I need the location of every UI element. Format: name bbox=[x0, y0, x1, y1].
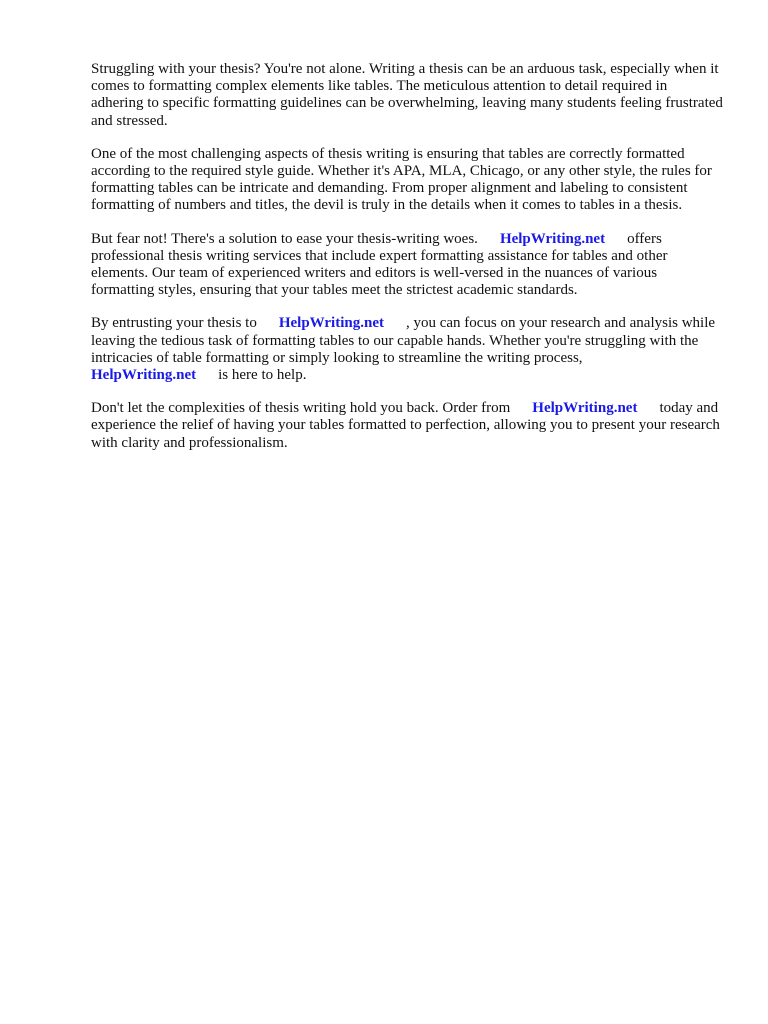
helpwriting-link[interactable]: HelpWriting.net bbox=[91, 367, 197, 384]
paragraph-intro bbox=[91, 61, 723, 130]
paragraph-order bbox=[91, 400, 723, 452]
document-body bbox=[91, 61, 723, 468]
paragraph-entrust bbox=[91, 315, 723, 384]
paragraph-challenge-text: One of the most challenging aspects of thesis writing is ensuring that tables are correctly formatted according to the required style guide. Whether it's APA, MLA, Chicago, or any other style, the rules for formatting tables can be intricate and demanding. From proper alignment and labeling to consistent formatting of numbers and titles, the devil is truly in the details when it comes to tables in a thesis. bbox=[91, 145, 712, 214]
paragraph-solution-text-end: offers professional thesis writing services that include expert formatting assistance for tables and other elements. Our team of experienced writers and editors is well-versed in the nuances of various formatting styles, ensuring that your tables meet the strictest academic standards. bbox=[91, 230, 668, 299]
paragraph-order-text-start: Don't let the complexities of thesis writing hold you back. Order from bbox=[91, 400, 511, 417]
paragraph-entrust-text-start: By entrusting your thesis to bbox=[91, 315, 257, 332]
paragraph-solution-text-start: But fear not! There's a solution to ease your thesis-writing woes. bbox=[91, 230, 478, 247]
paragraph-challenge bbox=[91, 146, 723, 215]
paragraph-intro-text: Struggling with your thesis? You're not alone. Writing a thesis can be an arduous task, especially when it comes to formatting complex elements like tables. The meticulous attention to detail required in adhering to specific formatting guidelines can be overwhelming, leaving many students feeling frustrated and stressed. bbox=[91, 61, 723, 129]
paragraph-entrust-text-end: is here to help. bbox=[218, 367, 307, 384]
paragraph-solution bbox=[91, 231, 723, 300]
helpwriting-link[interactable]: HelpWriting.net bbox=[532, 400, 638, 417]
helpwriting-link[interactable]: HelpWriting.net bbox=[499, 230, 606, 247]
paragraph-entrust-text-middle: , you can focus on your research and analysis while leaving the tedious task of formatting tables to our capable hands. Whether you're struggling with the intricacies of table formatting or simply looking to streamline the writing process, bbox=[91, 315, 716, 366]
paragraph-order-text-end: today and experience the relief of having your tables formatted to perfection, allowing you to present your research with clarity and professionalism. bbox=[91, 400, 720, 451]
helpwriting-link[interactable]: HelpWriting.net bbox=[278, 315, 384, 332]
